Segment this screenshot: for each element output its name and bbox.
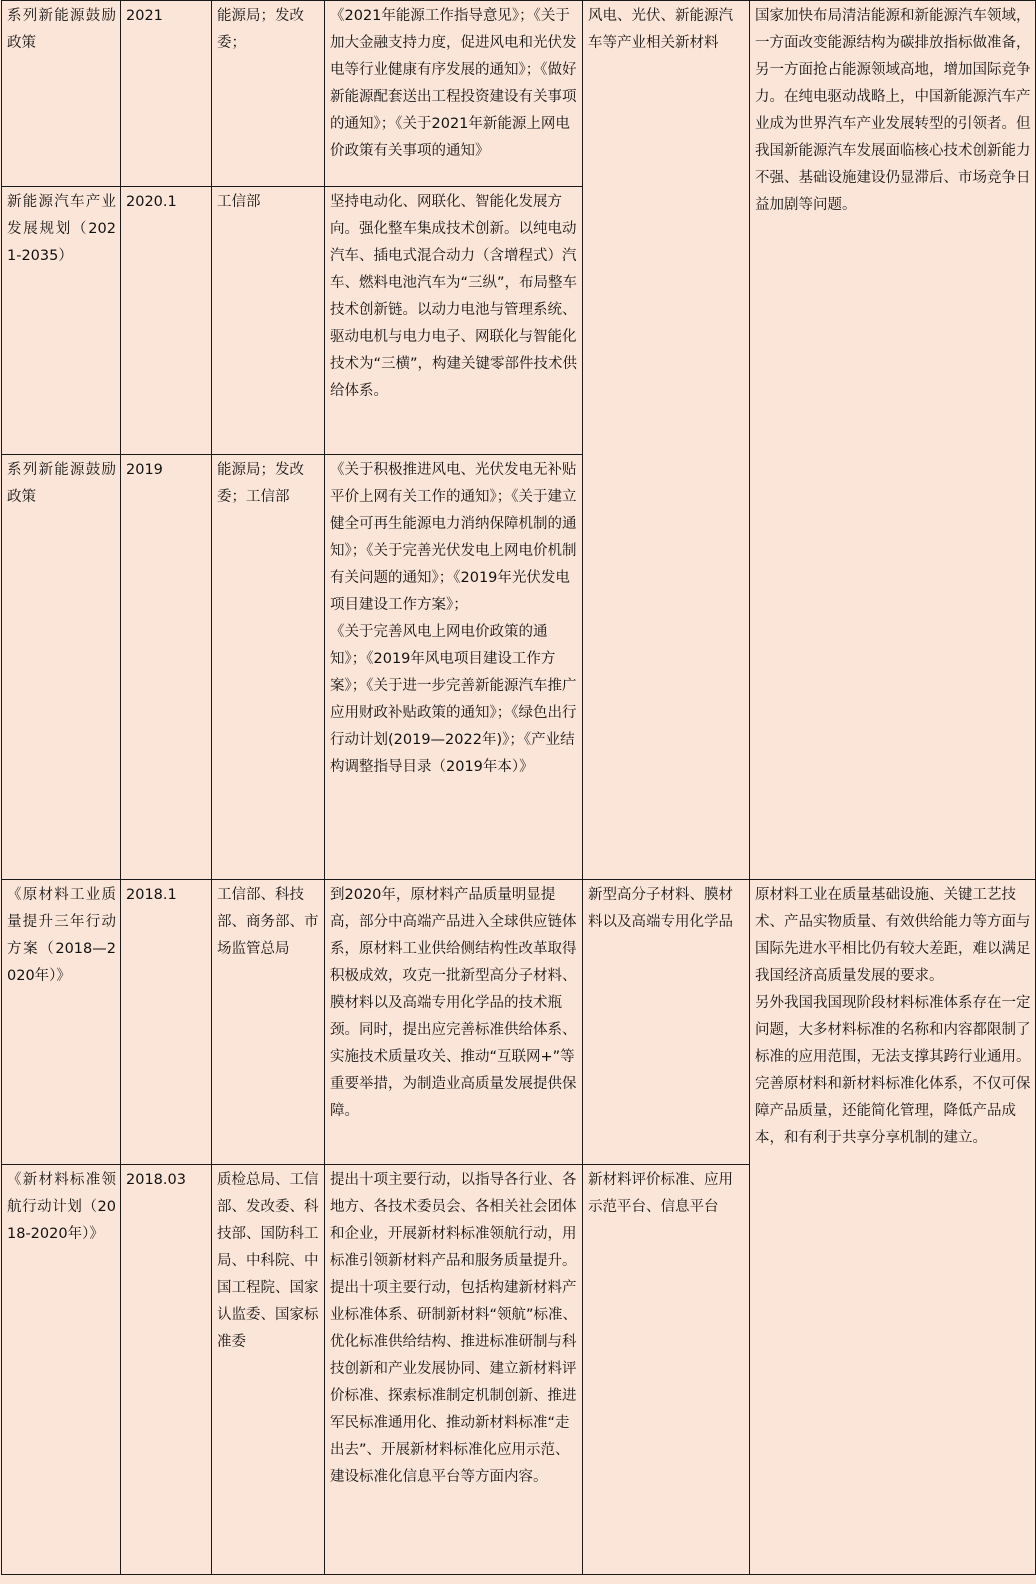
policy-dept-cell: 工信部 [212, 187, 325, 455]
policy-date-cell: 2021 [121, 1, 212, 187]
policy-content-cell: 《2021年能源工作指导意见》；《关于加大金融支持力度，促进风电和光伏发电等行业健康有序发展的通知》；《做好新能源配套送出工程投资建设有关事项的通知》；《关于2021年新能源上网电价政策有关事项的通知》 [325, 1, 583, 187]
policy-dept-cell: 能源局；发改委；工信部 [212, 455, 325, 880]
policy-content-cell: 到2020年，原材料产品质量明显提高，部分中高端产品进入全球供应链体系，原材料工业供给侧结构性改革取得积极成效，攻克一批新型高分子材料、膜材料以及高端专用化学品的技术瓶颈。同时，提出应完善标准供给体系、实施技术质量攻关、推动“互联网+”等重要举措，为制造业高质量发展提供保障。 [325, 880, 583, 1165]
policy-content-cell: 提出十项主要行动，以指导各行业、各地方、各技术委员会、各相关社会团体和企业，开展新材料标准领航行动，用标准引领新材料产品和服务质量提升。提出十项主要行动，包括构建新材料产业标准体系、研制新材料“领航”标准、优化标准供给结构、推进标准研制与科技创新和产业发展协同、建立新材料评价标准、探索标准制定机制创新、推进军民标准通用化、推动新材料标准“走出去”、开展新材料标准化应用示范、建设标准化信息平台等方面内容。 [325, 1165, 583, 1575]
table-row [2, 880, 1036, 1165]
industry-cell: 风电、光伏、新能源汽车等产业相关新材料 [583, 1, 750, 880]
policy-name-cell: 《新材料标准领航行动计划（2018-2020年）》 [2, 1165, 121, 1575]
policy-name-cell: 系列新能源鼓励政策 [2, 455, 121, 880]
policy-content-cell: 坚持电动化、网联化、智能化发展方向。强化整车集成技术创新。以纯电动汽车、插电式混合动力（含增程式）汽车、燃料电池汽车为“三纵”，布局整车技术创新链。以动力电池与管理系统、驱动电机与电力电子、网联化与智能化技术为“三横”，构建关键零部件技术供给体系。 [325, 187, 583, 455]
industry-cell: 新材料评价标准、应用示范平台、信息平台 [583, 1165, 750, 1575]
table-row [2, 1, 1036, 187]
policy-date-cell: 2020.1 [121, 187, 212, 455]
policy-date-cell: 2019 [121, 455, 212, 880]
policy-dept-cell: 工信部、科技部、商务部、市场监管总局 [212, 880, 325, 1165]
policy-name-cell: 《原材料工业质量提升三年行动方案（2018—2020年）》 [2, 880, 121, 1165]
policy-name-cell: 系列新能源鼓励政策 [2, 1, 121, 187]
policy-date-cell: 2018.1 [121, 880, 212, 1165]
policy-name-cell: 新能源汽车产业发展规划（2021-2035） [2, 187, 121, 455]
note-cell: 国家加快布局清洁能源和新能源汽车领域，一方面改变能源结构为碳排放指标做准备，另一方面抢占能源领域高地，增加国际竞争力。在纯电驱动战略上，中国新能源汽车产业成为世界汽车产业发展转型的引领者。但我国新能源汽车发展面临核心技术创新能力不强、基础设施建设仍显滞后、市场竞争日益加剧等问题。 [750, 1, 1036, 880]
industry-cell: 新型高分子材料、膜材料以及高端专用化学品 [583, 880, 750, 1165]
policy-content-cell: 《关于积极推进风电、光伏发电无补贴平价上网有关工作的通知》；《关于建立健全可再生能源电力消纳保障机制的通知》；《关于完善光伏发电上网电价机制有关问题的通知》；《2019年光伏发电项目建设工作方案》； 《关于完善风电上网电价政策的通知》；《2019年风电项目建设工作方案》；《关于进一步完善新能源汽车推广应用财政补贴政策的通知》；《绿色出行行动计划(2019—2022年)》；《产业结构调整指导目录（2019年本）》 [325, 455, 583, 880]
policy-dept-cell: 质检总局、工信部、发改委、科技部、国防科工局、中科院、中国工程院、国家认监委、国家标准委 [212, 1165, 325, 1575]
policy-date-cell: 2018.03 [121, 1165, 212, 1575]
note-cell: 原材料工业在质量基础设施、关键工艺技术、产品实物质量、有效供给能力等方面与国际先进水平相比仍有较大差距，难以满足我国经济高质量发展的要求。 另外我国我国现阶段材料标准体系存在一定问题，大多材料标准的名称和内容都限制了标准的应用范围，无法支撑其跨行业通用。完善原材料和新材料标准化体系，不仅可保障产品质量，还能简化管理，降低产品成本，和有利于共享分享机制的建立。 [750, 880, 1036, 1575]
policy-dept-cell: 能源局；发改委； [212, 1, 325, 187]
policy-table [1, 0, 1036, 1575]
